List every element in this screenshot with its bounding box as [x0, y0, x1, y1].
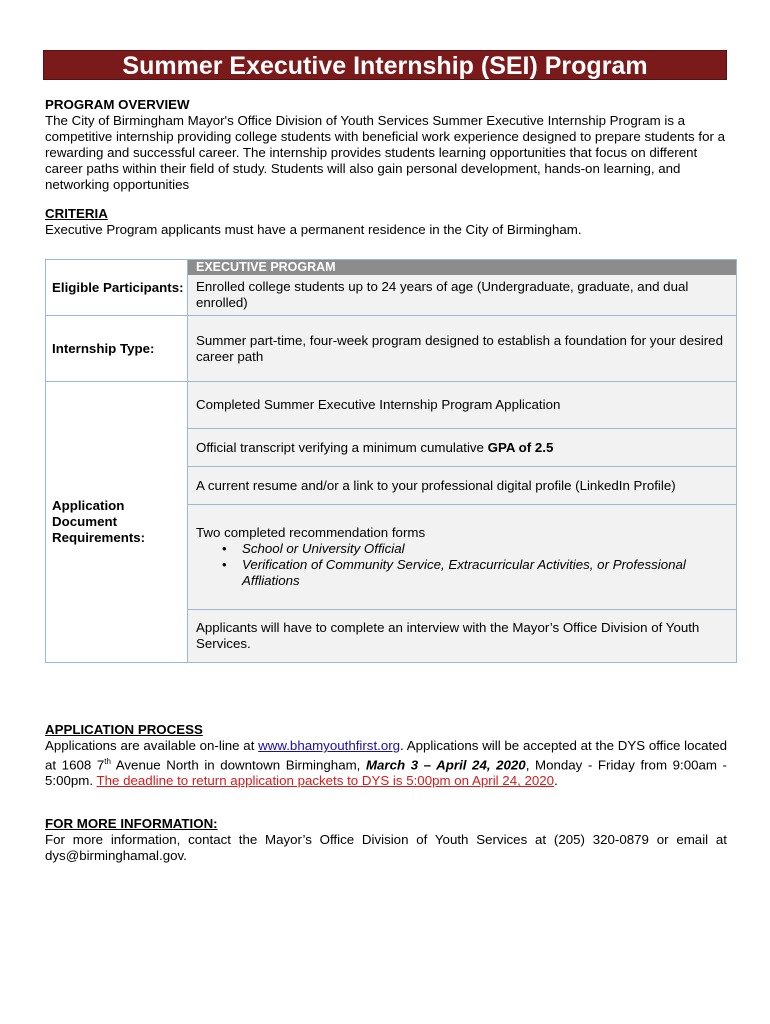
eligible-cell: [188, 260, 737, 316]
doc-recommendation: [188, 505, 737, 610]
recommendation-list: [196, 541, 728, 589]
doc-transcript: Official transcript verifying a minimum cumulative GPA of 2.5: [188, 429, 737, 467]
overview-heading: PROGRAM OVERVIEW: [45, 97, 190, 112]
process-body: Applications are available on-line at www.bhamyouthfirst.org. Applications will be accepted at the DYS office located at 1608 7th Avenue North in downtown Birmingham, March 3 – April 24, 2020, Monday - Friday from 9:00am - 5:00pm. The deadline to return application packets to DYS is 5:00pm on April 24, 2020.: [45, 738, 727, 789]
page-title: Summer Executive Internship (SEI) Program: [43, 50, 727, 80]
more-info-heading: FOR MORE INFORMATION:: [45, 816, 218, 831]
website-link[interactable]: www.bhamyouthfirst.org: [258, 738, 401, 753]
overview-body: The City of Birmingham Mayor's Office Division of Youth Services Summer Executive Internship Program is a competitive internship providing college students with beneficial work experience designed to prepare students for a rewarding and successful career. The internship provides students learning opportunities that focus on different career paths within their field of study. Students will also gain personal development, hands-on learning, and networking opportunities: [45, 113, 726, 192]
internship-type-label: Internship Type:: [46, 316, 188, 382]
internship-type-value: Summer part-time, four-week program designed to establish a foundation for your desired career path: [188, 316, 737, 382]
eligible-label: Eligible Participants:: [46, 260, 188, 316]
doc-recommendation-text: Two completed recommendation forms: [196, 525, 426, 540]
process-heading: APPLICATION PROCESS: [45, 722, 203, 737]
overview-section: [45, 97, 727, 193]
recommendation-item: • School or University Official: [242, 541, 728, 557]
gpa-requirement: GPA of 2.5: [487, 439, 554, 455]
criteria-heading: CRITERIA: [45, 206, 108, 221]
doc-interview: Applicants will have to complete an interview with the Mayor’s Office Division of Youth Services.: [188, 610, 737, 663]
executive-program-header: EXECUTIVE PROGRAM: [188, 260, 736, 275]
application-dates: March 3 – April 24, 2020: [365, 757, 526, 773]
requirements-table: [45, 259, 737, 663]
doc-resume: A current resume and/or a link to your professional digital profile (LinkedIn Profile): [188, 467, 737, 505]
more-info-section: [45, 816, 727, 864]
document-requirements-label: Application Document Requirements:: [46, 382, 188, 663]
eligible-value: Enrolled college students up to 24 years of age (Undergraduate, graduate, and dual enrolled): [196, 279, 689, 310]
more-info-body: For more information, contact the Mayor’s Office Division of Youth Services at (205) 320-0879 or email at dys@birminghamal.gov.: [45, 832, 727, 863]
criteria-body: Executive Program applicants must have a permanent residence in the City of Birmingham.: [45, 222, 582, 237]
doc-application: Completed Summer Executive Internship Program Application: [188, 382, 737, 429]
process-section: [45, 722, 727, 789]
deadline-notice: The deadline to return application packets to DYS is 5:00pm on April 24, 2020: [96, 773, 555, 789]
recommendation-item: • Verification of Community Service, Extracurricular Activities, or Professional Affliations: [242, 557, 728, 589]
criteria-section: [45, 206, 727, 238]
